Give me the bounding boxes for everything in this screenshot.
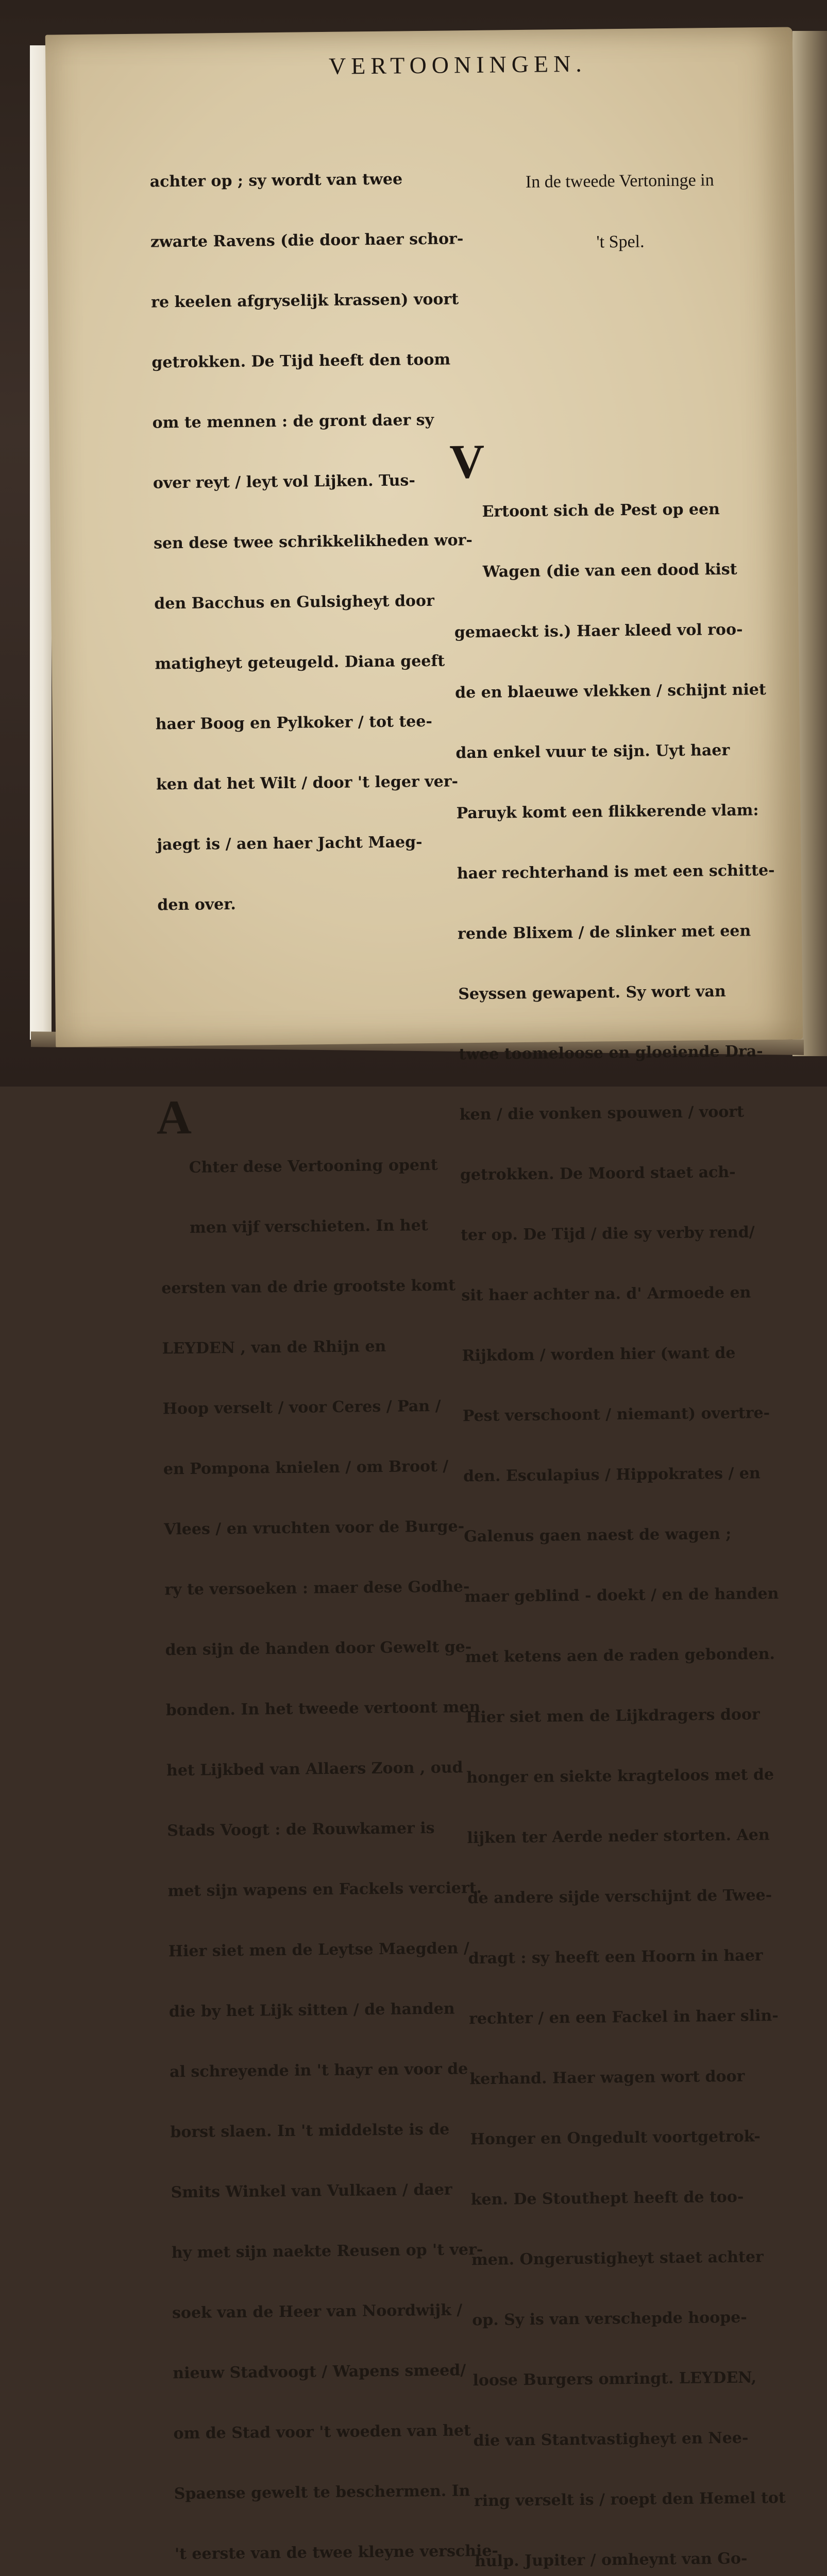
book-page [45, 27, 803, 2571]
subheading-line: 't Spel. [596, 232, 645, 252]
text-line: zwarte Ravens (die door haer schor- [150, 230, 464, 251]
text-line: Hier siet men de Lijkdragers door [465, 1705, 760, 1727]
text-line: met ketens aen de raden gebonden. [465, 1645, 775, 1667]
section-subheading [449, 129, 791, 295]
text-line: Ertoont sich de Pest op een [482, 500, 720, 521]
left-paragraph-1 [149, 128, 493, 956]
text-line: ken. De Stouthept heeft de too- [470, 2188, 744, 2209]
text-line: hy met sijn naekte Reusen op 't ver- [171, 2240, 483, 2262]
text-line: soek van de Heer van Noordwijk / [172, 2301, 463, 2323]
text-line: Hier siet men de Leytse Maegden / [168, 1939, 470, 1961]
text-line: den sijn de handen door Gewelt ge- [165, 1638, 472, 1659]
text-line: Galenus gaen naest de wagen ; [464, 1524, 732, 1546]
text-line: Paruyk komt een flikkerende vlam: [456, 801, 759, 823]
text-line: gemaeckt is.) Haer kleed vol roo- [454, 620, 743, 642]
text-line: dragt : sy heeft een Hoorn in haer [468, 1946, 763, 1968]
text-line: over reyt / leyt vol Lijken. Tus- [153, 471, 415, 493]
drop-cap: A [156, 1090, 192, 1145]
paragraph-gap [159, 1012, 494, 1038]
text-line: jaegt is / aen haer Jacht Maeg- [157, 833, 423, 854]
text-line: re keelen afgryselijk krassen) voort [151, 290, 459, 312]
text-line: al schreyende in 't hayr en voor de [169, 2060, 468, 2081]
text-line: het Lijkbed van Allaers Zoon , oud [166, 1758, 463, 1780]
text-line: bonden. In het tweede vertoont men [165, 1698, 481, 1720]
text-line: Stads Voogt : de Rouwkamer is [167, 1819, 435, 1840]
text-line: Rijkdom / worden hier (want de [462, 1344, 736, 1365]
text-line: rechter / en een Fackel in haer slin- [468, 2006, 779, 2028]
right-paragraph-1 [449, 434, 817, 2576]
text-line: de andere sijde verschijnt de Twee- [467, 1886, 772, 1908]
text-line: honger en siekte kragteloos met de [466, 1766, 774, 1787]
text-line: ken / die vonken spouwen / voort [459, 1103, 745, 1124]
text-line: kerhand. Haer wagen wort door [469, 2067, 745, 2089]
text-line: loose Burgers omringt. LEYDEN, [472, 2368, 757, 2390]
text-line: nieuw Stadvoogt / Wapens smeed/ [173, 2361, 466, 2383]
right-column [449, 89, 822, 2576]
text-line: rende Blixem / de slinker met een [457, 922, 751, 943]
text-line: den Bacchus en Gulsigheyt door [154, 591, 434, 613]
subheading-line: In de tweede Vertoninge in [525, 171, 714, 192]
text-line: ter op. De Tijd / die sy verby rend/ [461, 1223, 755, 1245]
text-line: de en blaeuwe vlekken / schijnt niet [454, 681, 766, 702]
text-line: haer rechterhand is met een schitte- [457, 861, 775, 883]
text-line: dan enkel vuur te sijn. Uyt haer [455, 741, 730, 762]
running-head: VERTOONINGEN. [328, 50, 587, 79]
text-line: men vijf verschieten. In het [189, 1216, 428, 1237]
text-line: op. Sy is van verschepde hoope- [472, 2308, 747, 2330]
text-line: getrokken. De Tijd heeft den toom [151, 350, 451, 372]
text-line: ry te versoeken : maer dese Godhe- [164, 1578, 470, 1599]
text-line: matigheyt geteugeld. Diana geeft [155, 652, 445, 673]
text-line: lijken ter Aerde neder storten. Aen [467, 1826, 770, 1848]
text-line: Pest verschoont / niemant) overtre- [462, 1404, 770, 1426]
text-line: om de Stad voor 't woeden van het [173, 2421, 471, 2443]
text-line: Smits Winkel van Vulkaen / daer [171, 2180, 452, 2202]
text-line: Chter dese Vertooning opent [189, 1156, 438, 1177]
drop-cap: V [449, 434, 485, 489]
text-line: en Pompona knielen / om Broot / [163, 1457, 449, 1479]
text-line: hulp. Jupiter / omheynt van Go- [474, 2549, 748, 2571]
text-line: borst slaen. In 't middelste is de [170, 2120, 450, 2142]
text-line: met sijn wapens en Fackels verciert. [167, 1878, 482, 1901]
text-line: LEYDEN , van de Rhijn en [162, 1337, 386, 1358]
text-line: die van Stantvastigheyt en Nee- [473, 2429, 749, 2450]
paragraph-gap [451, 351, 792, 382]
text-line: sit haer achter na. d' Armoede en [461, 1283, 751, 1305]
text-line: ring verselt is / roept den Hemel tot [474, 2488, 786, 2511]
text-line: Vlees / en vruchten voor de Burge- [163, 1517, 465, 1539]
text-line: eersten van de drie grootste komt [161, 1276, 456, 1298]
text-line: die by het Lijk sitten / de handen [168, 1999, 455, 2021]
text-line: maer geblind - doekt / en de handen [464, 1584, 779, 1606]
text-line: sen dese twee schrikkelikheden wor- [153, 531, 473, 553]
text-line: haer Boog en Pylkoker / tot tee- [155, 712, 433, 734]
text-line: Seyssen gewapent. Sy wort van [458, 982, 726, 1004]
text-line: 't eerste van de twee kleyne verschie- [174, 2541, 499, 2564]
text-line: den over. [157, 895, 236, 914]
text-line: den. Esculapius / Hippokrates / en [463, 1464, 761, 1486]
text-line: om te mennen : de gront daer sy [152, 411, 434, 432]
text-line: Honger en Ongedult voortgetrok- [470, 2127, 761, 2149]
text-line: Wagen (die van een dood kist [482, 560, 737, 581]
text-line: achter op ; sy wordt van twee [149, 170, 403, 191]
text-line: ken dat het Wilt / door 't leger ver- [156, 772, 459, 794]
text-line: Spaense gewelt te beschermen. In [174, 2482, 470, 2503]
text-line: twee toomeloose en gloeiende Dra- [459, 1042, 763, 1064]
text-line: men. Ongerustigheyt staet achter [471, 2248, 764, 2269]
text-line: getrokken. De Moord staet ach- [460, 1163, 736, 1184]
text-line: Hoop verselt / voor Ceres / Pan / [162, 1397, 441, 1418]
